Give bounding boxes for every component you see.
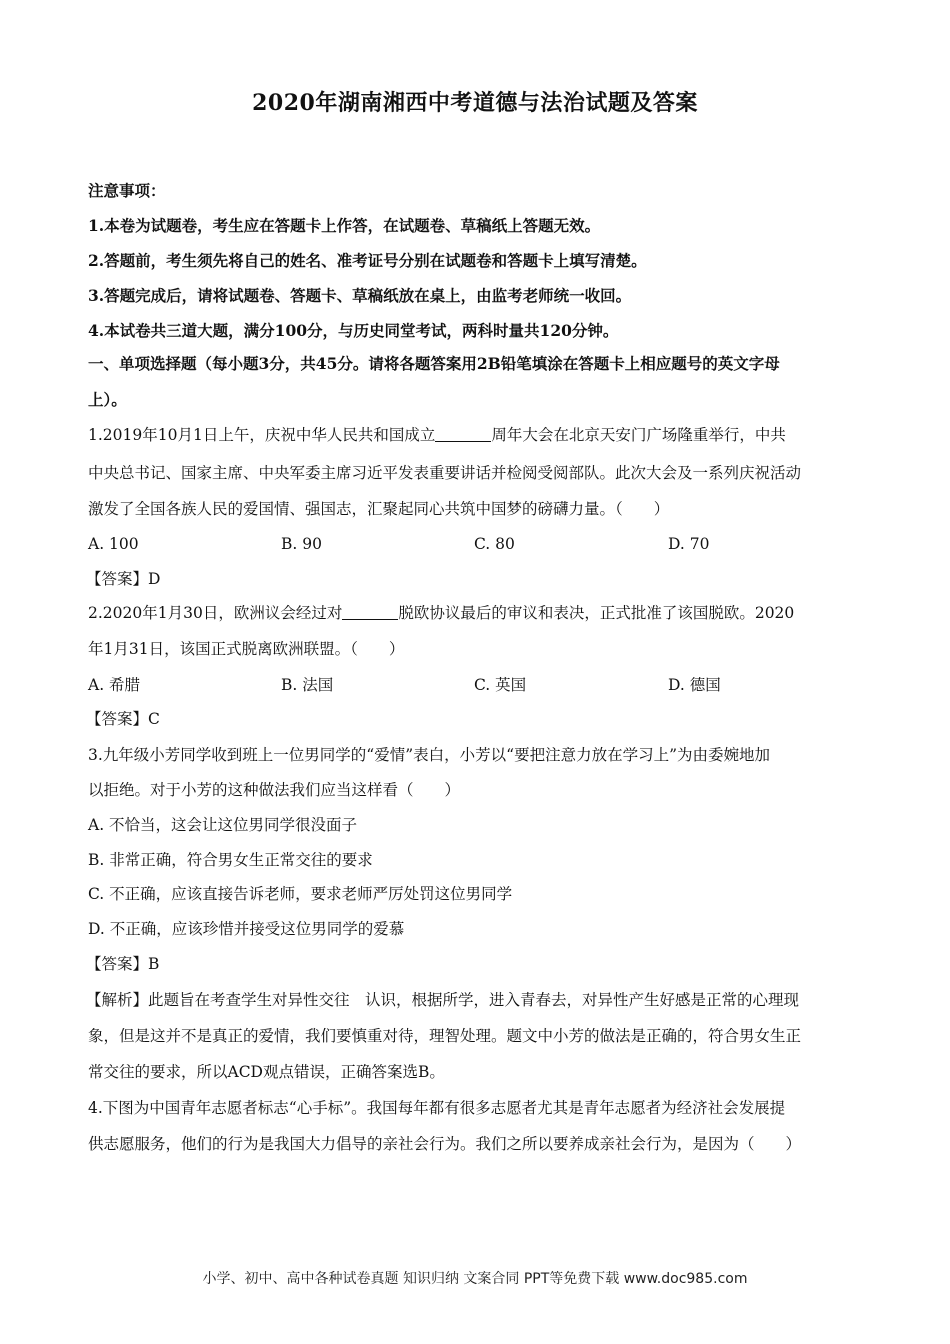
option-b: B. 90: [281, 535, 322, 553]
question-2-line: [88, 602, 864, 624]
notice-item: 1.本卷为试题卷，考生应在答题卡上作答，在试题卷、草稿纸上答题无效。: [88, 216, 601, 235]
section-heading: 一、单项选择题（每小题3分，共45分。请将各题答案用2B铅笔填涂在答题卡上相应题号的英文字母: [88, 354, 780, 373]
option-c: C. 80: [474, 535, 515, 553]
fill-blank: [342, 605, 398, 620]
question-1-line: 激发了全国各族人民的爱国情、强国志，汇聚起同心共筑中国梦的磅礴力量。（ ）: [88, 500, 670, 518]
section-heading-cont: 上）。: [88, 390, 127, 409]
question-text: 1.2019年10月1日上午，庆祝中华人民共和国成立: [88, 426, 436, 444]
question-1-line: 中央总书记、国家主席、中央军委主席习近平发表重要讲话并检阅受阅部队。此次大会及一系列庆祝活动: [88, 464, 802, 482]
option-a: A. 100: [88, 535, 139, 553]
question-text: 2.2020年1月30日，欧洲议会经过对: [88, 604, 343, 622]
question-4-line: 供志愿服务，他们的行为是我国大力倡导的亲社会行为。我们之所以要养成亲社会行为，是因为（ ）: [88, 1135, 802, 1153]
option-b: B. 非常正确，符合男女生正常交往的要求: [88, 851, 373, 869]
answer: 【答案】D: [86, 570, 161, 588]
notice-heading: 注意事项：: [88, 181, 166, 200]
analysis-line: 常交往的要求，所以ACD观点错误，正确答案选B。: [88, 1063, 445, 1081]
option-d: D. 不正确，应该珍惜并接受这位男同学的爱慕: [88, 920, 405, 938]
option-a: A. 希腊: [88, 676, 141, 694]
question-3-line: 以拒绝。对于小芳的这种做法我们应当这样看（ ）: [88, 781, 461, 799]
question-text: 脱欧协议最后的审议和表决，正式批准了该国脱欧。2020: [398, 604, 795, 622]
answer: 【答案】C: [86, 710, 160, 728]
question-1-line: [88, 424, 864, 446]
option-d: D. 德国: [668, 676, 721, 694]
page-footer: 小学、初中、高中各种试卷真题 知识归纳 文案合同 PPT等免费下载 www.doc985.com: [202, 1271, 748, 1287]
analysis-line: 【解析】此题旨在考查学生对异性交往 认识，根据所学，进入青春去，对异性产生好感是正常的心理现: [86, 991, 800, 1009]
option-b: B. 法国: [281, 676, 334, 694]
question-4-line: 4.下图为中国青年志愿者标志“心手标”。我国每年都有很多志愿者尤其是青年志愿者为经济社会发展提: [88, 1099, 786, 1117]
option-d: D. 70: [668, 535, 710, 553]
question-text: 周年大会在北京天安门广场隆重举行，中共: [491, 426, 786, 444]
question-2-line: 年1月31日，该国正式脱离欧洲联盟。（ ）: [88, 640, 405, 658]
option-c: C. 英国: [474, 676, 527, 694]
option-c: C. 不正确，应该直接告诉老师，要求老师严厉处罚这位男同学: [88, 885, 513, 903]
notice-item: 4.本试卷共三道大题，满分100分，与历史同堂考试，两科时量共120分钟。: [88, 321, 619, 340]
option-a: A. 不恰当，这会让这位男同学很没面子: [88, 816, 358, 834]
page-title: 2020年湖南湘西中考道德与法治试题及答案: [252, 90, 698, 116]
notice-item: 3.答题完成后，请将试题卷、答题卡、草稿纸放在桌上，由监考老师统一收回。: [88, 286, 632, 305]
answer: 【答案】B: [86, 955, 160, 973]
question-3-line: 3.九年级小芳同学收到班上一位男同学的“爱情”表白，小芳以“要把注意力放在学习上”为由委婉地加: [88, 746, 770, 764]
notice-item: 2.答题前，考生须先将自己的姓名、准考证号分别在试题卷和答题卡上填写清楚。: [88, 251, 647, 270]
fill-blank: [435, 427, 491, 442]
analysis-line: 象，但是这并不是真正的爱情，我们要慎重对待，理智处理。题文中小芳的做法是正确的，符合男女生正: [88, 1027, 802, 1045]
